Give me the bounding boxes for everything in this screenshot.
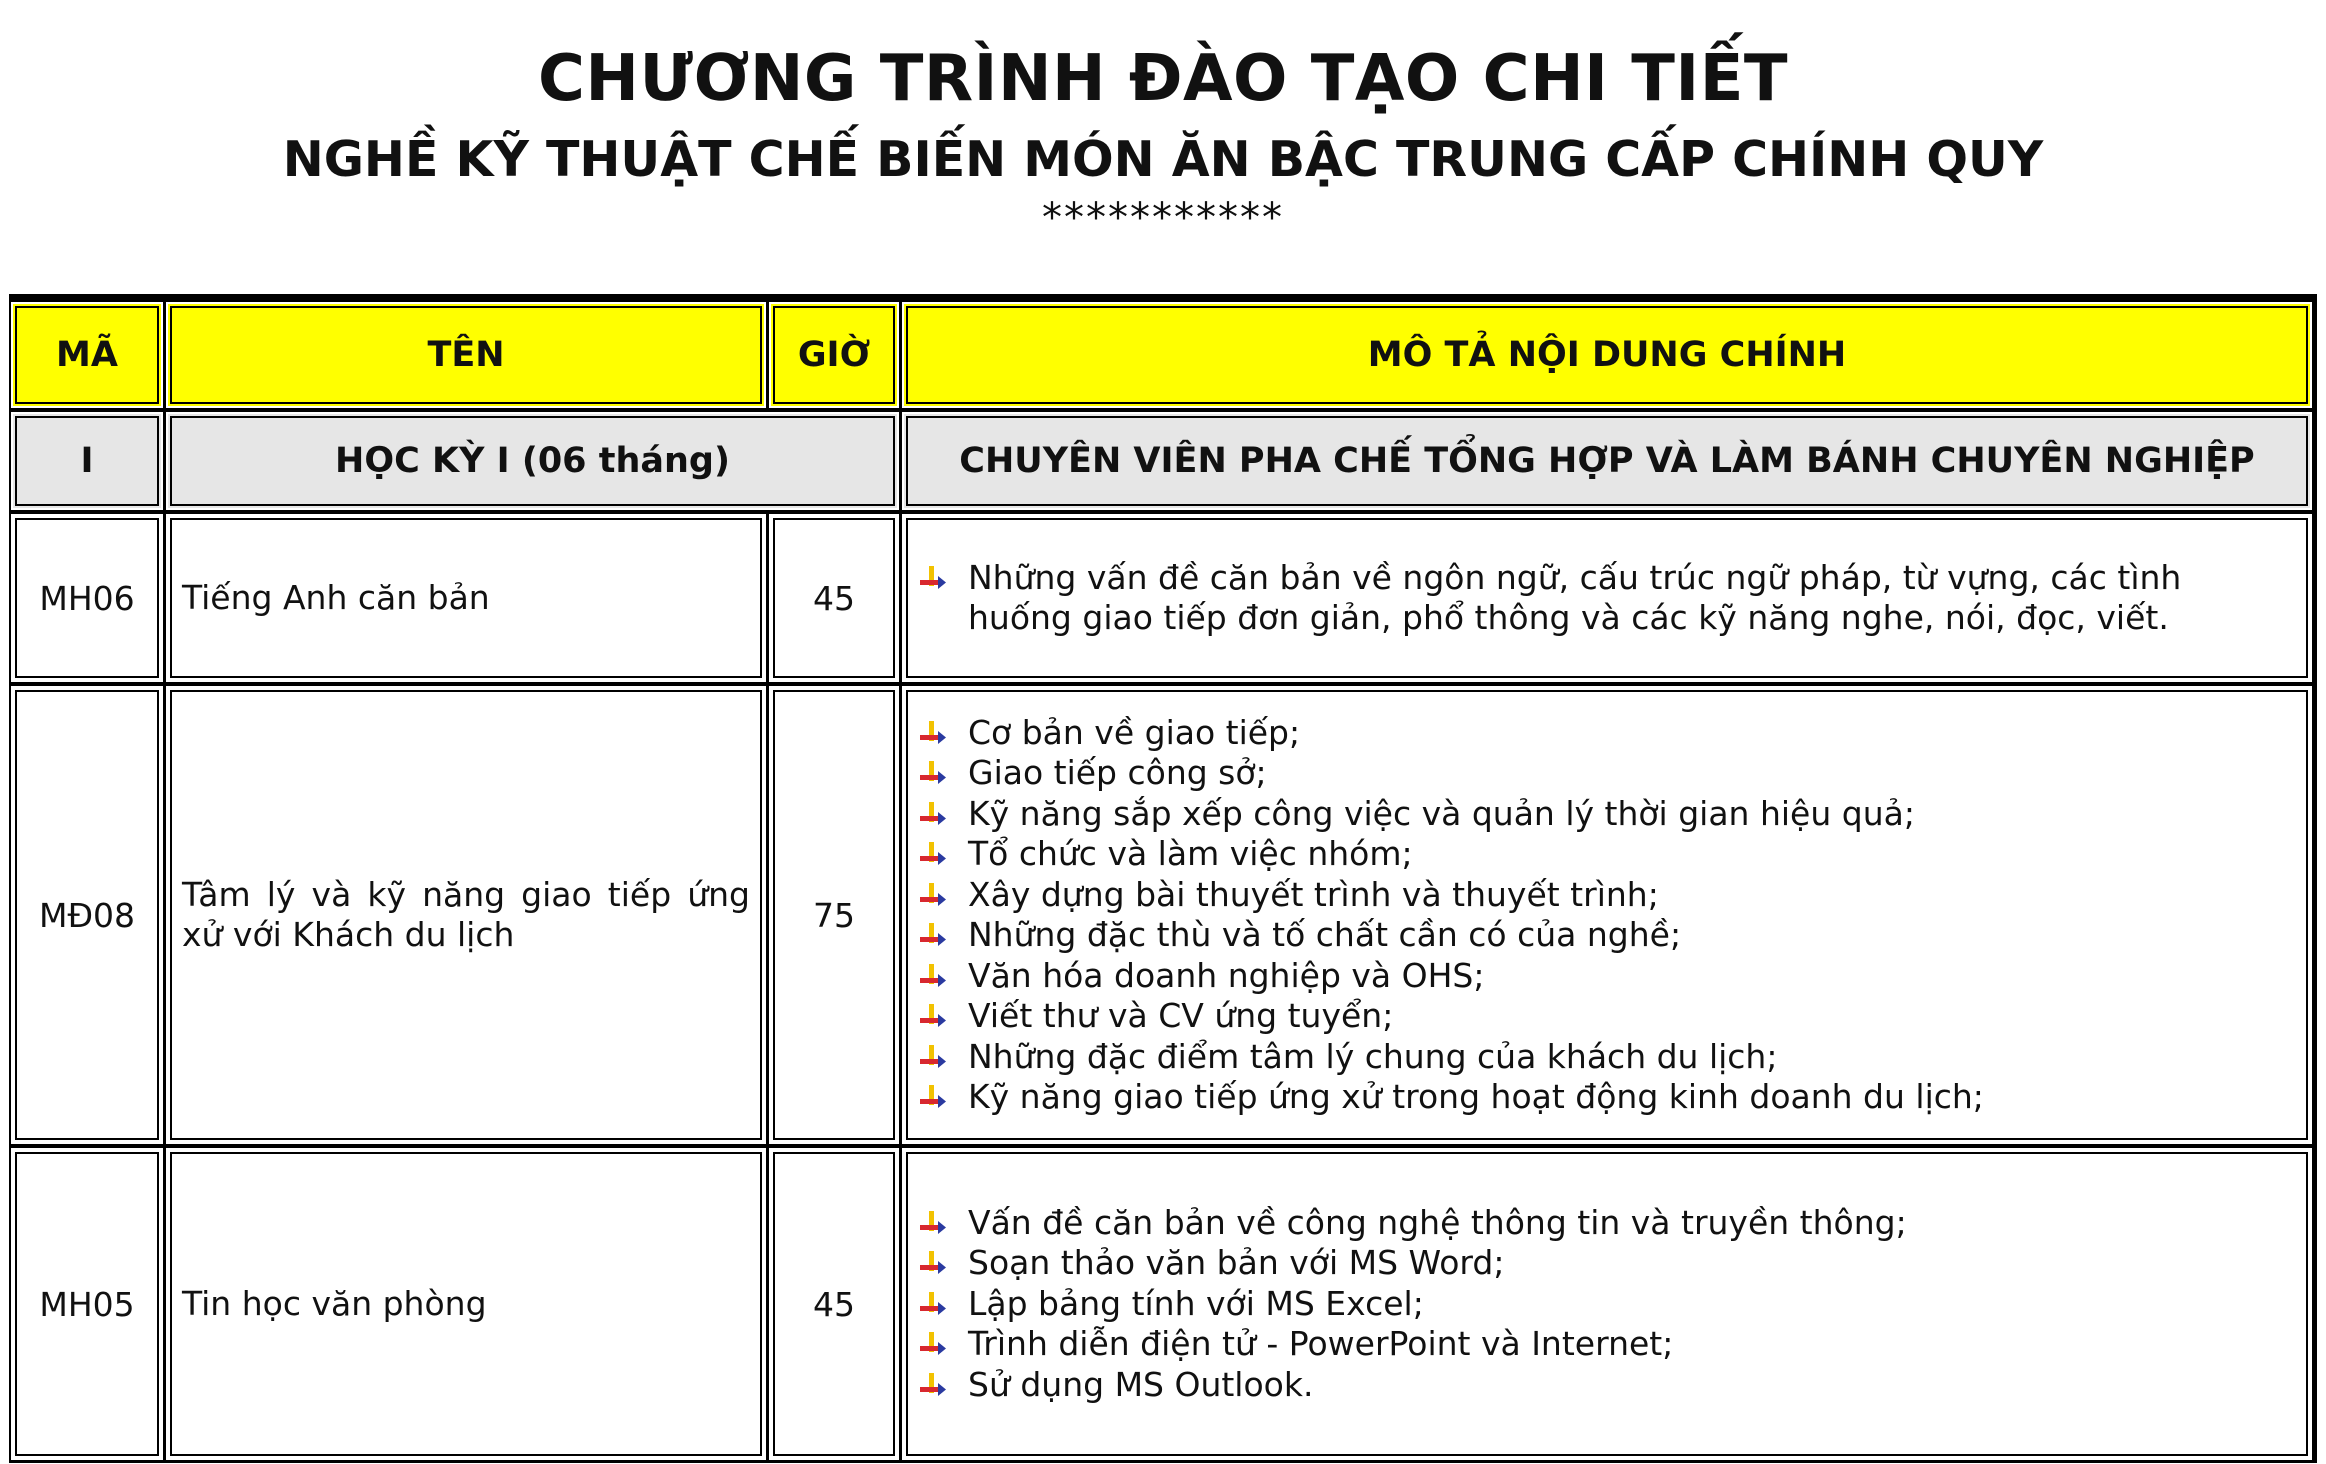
row-2-description-cell <box>902 686 2312 1144</box>
list-item <box>918 794 2294 835</box>
list-item <box>918 956 2294 997</box>
arrow-down-right-bullet-icon <box>920 1332 946 1358</box>
row-2-item-8: Viết thư và CV ứng tuyển; <box>968 996 1394 1035</box>
list-item <box>918 996 2294 1037</box>
row-2-item-2: Giao tiếp công sở; <box>968 753 1267 792</box>
list-item <box>918 1037 2294 1078</box>
row-3-item-2: Soạn thảo văn bản với MS Word; <box>968 1243 1505 1283</box>
row-2-code-cell <box>11 686 163 1144</box>
row-1-item-1: Những vấn đề căn bản về ngôn ngữ, cấu trúc ngữ pháp, từ vựng, các tình huống giao tiếp đơn giản, phổ thông và các kỹ năng nghe, nói, đọc, viết. <box>968 557 2182 637</box>
column-header-code <box>11 302 163 408</box>
row-2-item-6: Những đặc thù và tố chất cần có của nghề; <box>968 915 1682 954</box>
row-2-item-3: Kỹ năng sắp xếp công việc và quản lý thời gian hiệu quả; <box>968 793 1915 833</box>
asterisk-divider: *********** <box>1042 195 1284 241</box>
row-1-name-cell <box>166 514 766 682</box>
row-2-item-4: Tổ chức và làm việc nhóm; <box>968 834 1413 873</box>
page-title: CHƯƠNG TRÌNH ĐÀO TẠO CHI TIẾT <box>537 42 1789 116</box>
row-3-hours-cell <box>769 1148 899 1460</box>
list-item <box>918 1284 2294 1325</box>
list-item <box>918 1243 2294 1284</box>
arrow-down-right-bullet-icon <box>920 802 946 828</box>
semester-description: CHUYÊN VIÊN PHA CHẾ TỔNG HỢP VÀ LÀM BÁNH CHUYÊN NGHIỆP <box>959 441 2255 481</box>
arrow-down-right-bullet-icon <box>920 1373 946 1399</box>
arrow-down-right-bullet-icon <box>920 923 946 949</box>
row-3-hours: 45 <box>813 1284 855 1324</box>
arrow-down-right-bullet-icon <box>920 1292 946 1318</box>
arrow-down-right-bullet-icon <box>920 883 946 909</box>
page-subtitle: NGHỀ KỸ THUẬT CHẾ BIẾN MÓN ĂN BẬC TRUNG CẤP CHÍNH QUY <box>282 131 2044 188</box>
list-item <box>918 558 2294 639</box>
column-header-hours-label: GIỜ <box>797 335 871 375</box>
row-1-hours-cell <box>769 514 899 682</box>
row-2-hours-cell <box>769 686 899 1144</box>
row-2-name-cell <box>166 686 766 1144</box>
column-header-name <box>166 302 766 408</box>
arrow-down-right-bullet-icon <box>920 964 946 990</box>
column-header-description-label: MÔ TẢ NỘI DUNG CHÍNH <box>1367 335 1847 375</box>
row-1-name: Tiếng Anh căn bản <box>182 578 490 617</box>
row-1-code-cell <box>11 514 163 682</box>
row-2-item-1: Cơ bản về giao tiếp; <box>968 712 1301 752</box>
row-3-name: Tin học văn phòng <box>182 1284 487 1323</box>
row-2-item-10: Kỹ năng giao tiếp ứng xử trong hoạt động kinh doanh du lịch; <box>968 1077 1984 1116</box>
column-header-description <box>902 302 2312 408</box>
row-1-code: MH06 <box>39 578 135 618</box>
column-header-hours <box>769 302 899 408</box>
row-2-hours: 75 <box>813 895 855 935</box>
list-item <box>918 1077 2294 1118</box>
list-item <box>918 1203 2294 1244</box>
list-item <box>918 753 2294 794</box>
row-3-description-cell <box>902 1148 2312 1460</box>
row-2-code: MĐ08 <box>38 895 136 935</box>
semester-description-cell <box>902 412 2312 510</box>
list-item <box>918 1365 2294 1406</box>
list-item <box>918 915 2294 956</box>
row-2-name: Tâm lý và kỹ năng giao tiếp ứng xử với Khách du lịch <box>182 875 750 954</box>
arrow-down-right-bullet-icon <box>920 1085 946 1111</box>
row-3-item-4: Trình diễn điện tử - PowerPoint và Internet; <box>968 1324 1674 1364</box>
row-2-item-7: Văn hóa doanh nghiệp và OHS; <box>968 955 1485 995</box>
arrow-down-right-bullet-icon <box>920 761 946 787</box>
arrow-down-right-bullet-icon <box>920 1004 946 1030</box>
semester-code-cell <box>11 412 163 510</box>
row-1-hours: 45 <box>813 578 855 618</box>
semester-code: I <box>80 441 94 481</box>
row-1-description-cell <box>902 514 2312 682</box>
row-3-item-1: Vấn đề căn bản về công nghệ thông tin và truyền thông; <box>968 1202 1907 1242</box>
row-3-item-3: Lập bảng tính với MS Excel; <box>968 1283 1424 1323</box>
row-2-item-9: Những đặc điểm tâm lý chung của khách du lịch; <box>968 1036 1778 1076</box>
list-item <box>918 834 2294 875</box>
curriculum-table <box>9 294 2317 1463</box>
column-header-code-label: MÃ <box>56 335 118 375</box>
row-3-description-list <box>904 1203 2310 1406</box>
semester-name: HỌC KỲ I (06 tháng) <box>335 441 730 481</box>
arrow-down-right-bullet-icon <box>920 1045 946 1071</box>
row-3-code: MH05 <box>39 1284 135 1324</box>
arrow-down-right-bullet-icon <box>920 1211 946 1237</box>
list-item <box>918 713 2294 754</box>
row-2-description-list <box>904 713 2310 1118</box>
arrow-down-right-bullet-icon <box>920 721 946 747</box>
row-3-item-5: Sử dụng MS Outlook. <box>968 1364 1314 1404</box>
row-1-description-list <box>904 558 2310 639</box>
arrow-down-right-bullet-icon <box>920 566 946 592</box>
semester-name-cell <box>166 412 899 510</box>
row-3-name-cell <box>166 1148 766 1460</box>
row-3-code-cell <box>11 1148 163 1460</box>
row-2-item-5: Xây dựng bài thuyết trình và thuyết trình; <box>968 874 1659 914</box>
column-header-name-label: TÊN <box>427 335 505 375</box>
arrow-down-right-bullet-icon <box>920 842 946 868</box>
arrow-down-right-bullet-icon <box>920 1251 946 1277</box>
list-item <box>918 875 2294 916</box>
list-item <box>918 1324 2294 1365</box>
